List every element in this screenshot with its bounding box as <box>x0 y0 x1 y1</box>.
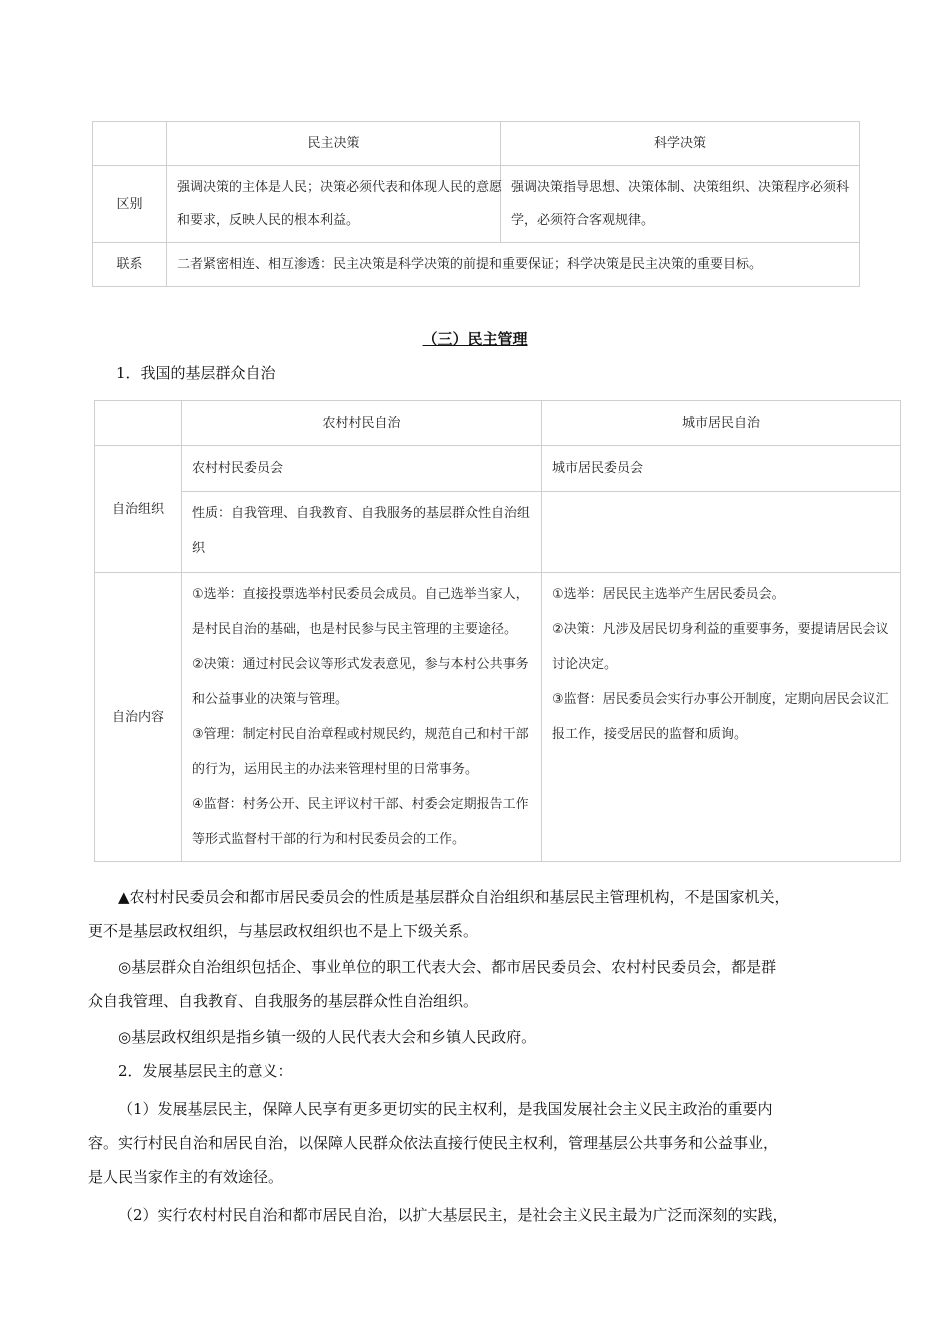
table-cell: 二者紧密相连、相互渗透：民主决策是科学决策的前提和重要保证；科学决策是民主决策的重要目标。 <box>167 243 860 287</box>
cell-line: 报工作，接受居民的监督和质询。 <box>552 727 748 742</box>
row-label: 联系 <box>93 243 167 287</box>
table-header-cell <box>93 122 167 166</box>
table-row <box>95 446 901 492</box>
paragraph-line: （1）发展基层民主，保障人民享有更多更切实的民主权利，是我国发展社会主义民主政治的重要内 <box>118 1100 773 1118</box>
cell-line: 织 <box>192 541 206 556</box>
paragraph-line: 容。实行村民自治和居民自治，以保障人民群众依法直接行使民主权利，管理基层公共事务和公益事业， <box>88 1134 779 1152</box>
table-cell <box>542 492 901 573</box>
decision-comparison-table <box>92 121 860 287</box>
table-header-row <box>93 122 860 166</box>
cell-line: ④监督：村务公开、民主评议村干部、村委会定期报告工作 <box>192 797 529 812</box>
cell-line: 性质：自我管理、自我教育、自我服务的基层群众性自治组 <box>192 506 531 521</box>
table-cell: 城市居民委员会 <box>542 446 901 492</box>
paragraph <box>88 1198 868 1232</box>
paragraph <box>88 1092 868 1194</box>
cell-line: 的行为，运用民主的办法来管理村里的日常事务。 <box>192 762 479 777</box>
paragraph <box>88 1054 868 1088</box>
paragraph <box>88 950 868 1018</box>
row-label: 自治组织 <box>95 446 182 573</box>
cell-line: ①选举：居民民主选举产生居民委员会。 <box>552 587 785 602</box>
section-title <box>0 328 950 349</box>
table-cell: 农村村民委员会 <box>182 446 542 492</box>
section-title-text: （三）民主管理 <box>422 330 528 348</box>
cell-line: 等形式监督村干部的行为和村民委员会的工作。 <box>192 832 466 847</box>
paragraph <box>88 880 868 948</box>
table-header-row <box>95 401 901 446</box>
paragraph-line: ▲农村村民委员会和都市居民委员会的性质是基层群众自治组织和基层民主管理机构，不是国家机关， <box>118 888 790 906</box>
paragraph-line: 更不是基层政权组织，与基层政权组织也不是上下级关系。 <box>88 922 479 940</box>
cell-line: 和要求，反映人民的根本利益。 <box>177 213 360 228</box>
table-header-cell: 农村村民自治 <box>182 401 542 446</box>
cell-line: 和公益事业的决策与管理。 <box>192 692 349 707</box>
cell-line: ①选举：直接投票选举村民委员会成员。自己选举当家人， <box>192 587 529 602</box>
table-cell <box>542 573 901 862</box>
table-row <box>95 492 901 573</box>
table-cell <box>182 492 542 573</box>
table-header-cell: 城市居民自治 <box>542 401 901 446</box>
table-header-cell: 民主决策 <box>167 122 501 166</box>
table-header-cell <box>95 401 182 446</box>
cell-line: ③监督：居民委员会实行办事公开制度，定期向居民会议汇 <box>552 692 889 707</box>
paragraph-line: ◎基层群众自治组织包括企、事业单位的职工代表大会、都市居民委员会、农村村民委员会，都是群 <box>118 958 777 976</box>
paragraph-line: 是人民当家作主的有效途径。 <box>88 1168 284 1186</box>
paragraph-line: ◎基层政权组织是指乡镇一级的人民代表大会和乡镇人民政府。 <box>118 1028 537 1046</box>
table-cell <box>167 166 501 243</box>
cell-line: 是村民自治的基础，也是村民参与民主管理的主要途径。 <box>192 622 518 637</box>
table-row <box>93 166 860 243</box>
cell-line: 学，必须符合客观规律。 <box>511 213 655 228</box>
paragraph-line: 2．发展基层民主的意义： <box>118 1062 293 1080</box>
table-row <box>95 573 901 862</box>
cell-line: ②决策：凡涉及居民切身利益的重要事务，要提请居民会议 <box>552 622 889 637</box>
row-label: 自治内容 <box>95 573 182 862</box>
row-label: 区别 <box>93 166 167 243</box>
cell-line: 讨论决定。 <box>552 657 618 672</box>
table-cell <box>501 166 860 243</box>
paragraph <box>88 1020 868 1054</box>
grassroots-autonomy-table <box>94 400 901 862</box>
paragraph-line: （2）实行农村村民自治和都市居民自治，以扩大基层民主，是社会主义民主最为广泛而深刻的实践， <box>118 1206 788 1224</box>
cell-line: ③管理：制定村民自治章程或村规民约，规范自己和村干部 <box>192 727 529 742</box>
cell-line: ②决策：通过村民会议等形式发表意见，参与本村公共事务 <box>192 657 529 672</box>
cell-line: 强调决策指导思想、决策体制、决策组织、决策程序必须科 <box>511 180 850 195</box>
table-row <box>93 243 860 287</box>
subtitle: 1．我国的基层群众自治 <box>116 364 276 382</box>
cell-line: 强调决策的主体是人民；决策必须代表和体现人民的意愿 <box>177 180 503 195</box>
table-header-cell: 科学决策 <box>501 122 860 166</box>
paragraph-line: 众自我管理、自我教育、自我服务的基层群众性自治组织。 <box>88 992 479 1010</box>
table-cell <box>182 573 542 862</box>
